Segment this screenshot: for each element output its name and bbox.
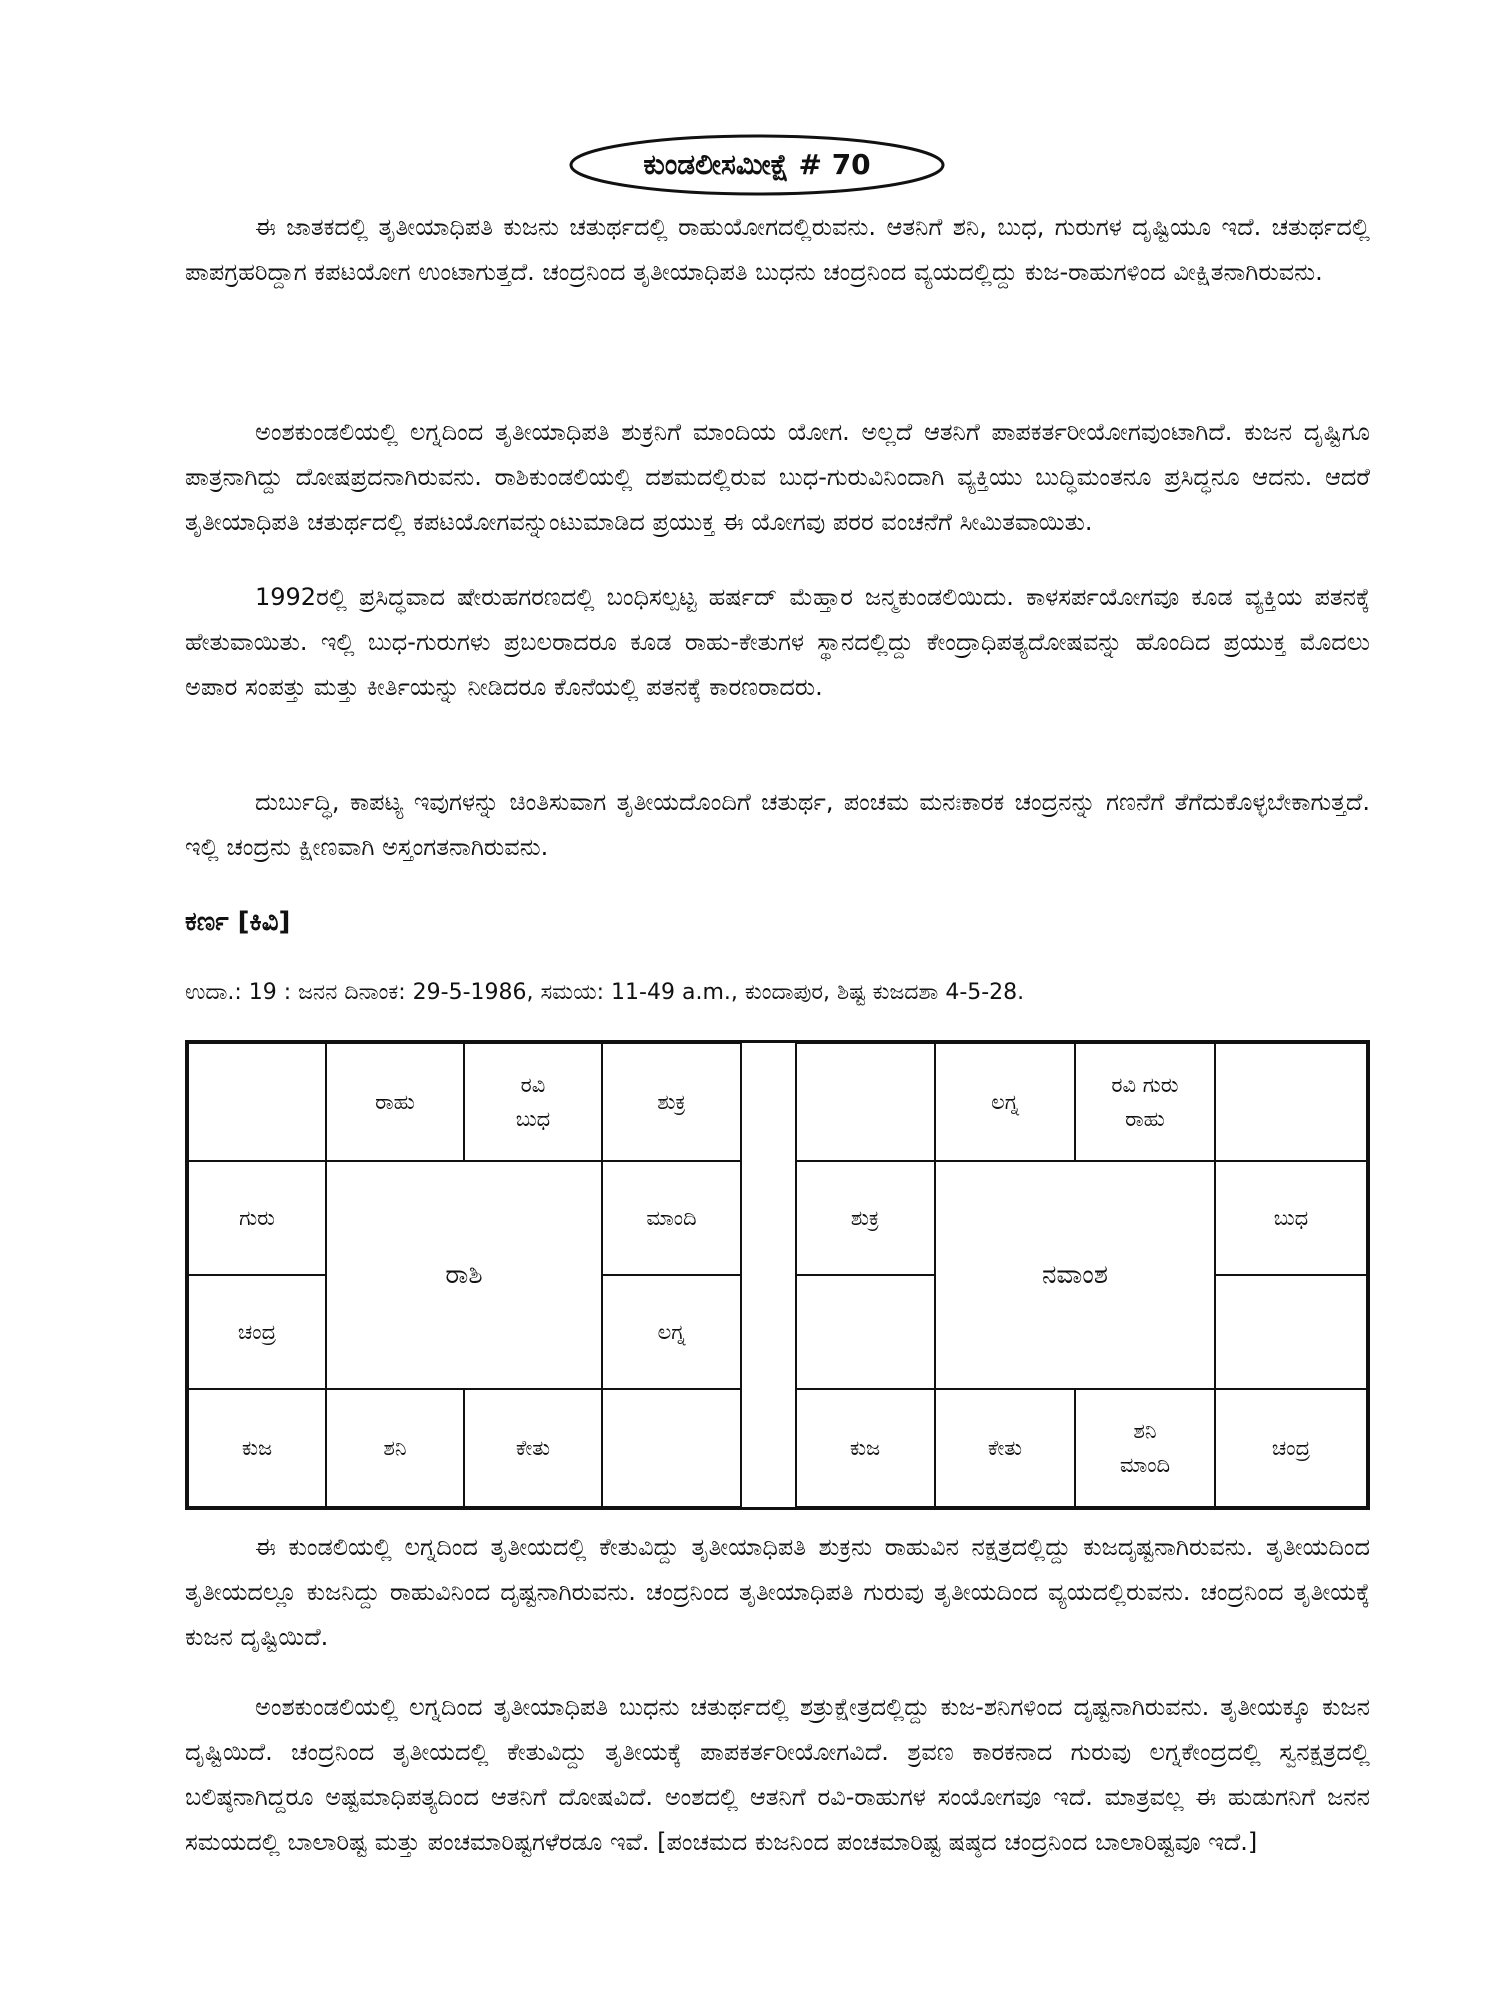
navamsha-cell: ಬುಧ [1215,1161,1367,1275]
rashi-cell: ಲಗ್ನ [602,1275,741,1389]
navamsha-cell [1215,1043,1367,1161]
rashi-cell: ಕುಜ [188,1389,326,1507]
navamsha-cell: ಚಂದ್ರ [1215,1389,1367,1507]
title-oval-box [567,132,947,198]
navamsha-cell: ಕುಜ [795,1389,935,1507]
rashi-center-label: ರಾಶಿ [326,1161,602,1389]
example-line: ಉದಾ.: 19 : ಜನನ ದಿನಾಂಕ: 29-5-1986, ಸಮಯ: 11-49 a.m., ಕುಂದಾಪುರ, ಶಿಷ್ಟ ಕುಜದಶಾ 4-5-28. [185,980,1025,1005]
navamsha-cell [795,1043,935,1161]
rashi-cell: ಶನಿ [326,1389,464,1507]
paragraph-3: 1992ರಲ್ಲಿ ಪ್ರಸಿದ್ಧವಾದ ಷೇರುಹಗರಣದಲ್ಲಿ ಬಂಧಿಸಲ್ಪಟ್ಟ ಹರ್ಷದ್ ಮೆಹ್ತಾರ ಜನ್ಮಕುಂಡಲಿಯಿದು. ಕಾಳಸರ್ಪಯೋಗವೂ ಕೂಡ ವ್ಯಕ್ತಿಯ ಪತನಕ್ಕೆ ಹೇತುವಾಯಿತು. ಇಲ್ಲಿ ಬುಧ-ಗುರುಗಳು ಪ್ರಬಲರಾದರೂ ಕೂಡ ರಾಹು-ಕೇತುಗಳ ಸ್ಥಾನದಲ್ಲಿದ್ದು ಕೇಂದ್ರಾಧಿಪತ್ಯದೋಷವನ್ನು ಹೊಂದಿದ ಪ್ರಯುಕ್ತ ಮೊದಲು ಅಪಾರ ಸಂಪತ್ತು ಮತ್ತು ಕೀರ್ತಿಯನ್ನು ನೀಡಿದರೂ ಕೊನೆಯಲ್ಲಿ ಪತನಕ್ಕೆ ಕಾರಣರಾದರು. [185,583,1370,701]
navamsha-cell: ರವಿ ಗುರು ರಾಹು [1075,1043,1215,1161]
paragraph-4: ದುರ್ಬುದ್ಧಿ, ಕಾಪಟ್ಯ ಇವುಗಳನ್ನು ಚಿಂತಿಸುವಾಗ ತೃತೀಯದೊಂದಿಗೆ ಚತುರ್ಥ, ಪಂಚಮ ಮನಃಕಾರಕ ಚಂದ್ರನನ್ನು ಗಣನೆಗೆ ತೆಗೆದುಕೊಳ್ಳಬೇಕಾಗುತ್ತದೆ. ಇಲ್ಲಿ ಚಂದ್ರನು ಕ್ಷೀಣವಾಗಿ ಅಸ್ತಂಗತನಾಗಿರುವನು. [185,788,1370,861]
paragraph-1: ಈ ಜಾತಕದಲ್ಲಿ ತೃತೀಯಾಧಿಪತಿ ಕುಜನು ಚತುರ್ಥದಲ್ಲಿ ರಾಹುಯೋಗದಲ್ಲಿರುವನು. ಆತನಿಗೆ ಶನಿ, ಬುಧ, ಗುರುಗಳ ದೃಷ್ಟಿಯೂ ಇದೆ. ಚತುರ್ಥದಲ್ಲಿ ಪಾಪಗ್ರಹರಿದ್ದಾಗ ಕಪಟಯೋಗ ಉಂಟಾಗುತ್ತದೆ. ಚಂದ್ರನಿಂದ ತೃತೀಯಾಧಿಪತಿ ಬುಧನು ಚಂದ್ರನಿಂದ ವ್ಯಯದಲ್ಲಿದ್ದು ಕುಜ-ರಾಹುಗಳಿಂದ ವೀಕ್ಷಿತನಾಗಿರುವನು. [185,213,1370,286]
navamsha-cell: ಲಗ್ನ [935,1043,1075,1161]
rashi-cell: ಚಂದ್ರ [188,1275,326,1389]
page-title: ಕುಂಡಲೀಸಮೀಕ್ಷೆ # 70 [643,148,871,181]
rashi-cell [602,1389,741,1507]
paragraph-2: ಅಂಶಕುಂಡಲಿಯಲ್ಲಿ ಲಗ್ನದಿಂದ ತೃತೀಯಾಧಿಪತಿ ಶುಕ್ರನಿಗೆ ಮಾಂದಿಯ ಯೋಗ. ಅಲ್ಲದೆ ಆತನಿಗೆ ಪಾಪಕರ್ತರೀಯೋಗವುಂಟಾಗಿದೆ. ಕುಜನ ದೃಷ್ಟಿಗೂ ಪಾತ್ರನಾಗಿದ್ದು ದೋಷಪ್ರದನಾಗಿರುವನು. ರಾಶಿಕುಂಡಲಿಯಲ್ಲಿ ದಶಮದಲ್ಲಿರುವ ಬುಧ-ಗುರುವಿನಿಂದಾಗಿ ವ್ಯಕ್ತಿಯು ಬುದ್ಧಿಮಂತನೂ ಪ್ರಸಿದ್ಧನೂ ಆದನು. ಆದರೆ ತೃತೀಯಾಧಿಪತಿ ಚತುರ್ಥದಲ್ಲಿ ಕಪಟಯೋಗವನ್ನುಂಟುಮಾಡಿದ ಪ್ರಯುಕ್ತ ಈ ಯೋಗವು ಪರರ ವಂಚನೆಗೆ ಸೀಮಿತವಾಯಿತು. [185,418,1370,536]
paragraph-6: ಅಂಶಕುಂಡಲಿಯಲ್ಲಿ ಲಗ್ನದಿಂದ ತೃತೀಯಾಧಿಪತಿ ಬುಧನು ಚತುರ್ಥದಲ್ಲಿ ಶತ್ರುಕ್ಷೇತ್ರದಲ್ಲಿದ್ದು ಕುಜ-ಶನಿಗಳಿಂದ ದೃಷ್ಟನಾಗಿರುವನು. ತೃತೀಯಕ್ಕೂ ಕುಜನ ದೃಷ್ಟಿಯಿದೆ. ಚಂದ್ರನಿಂದ ತೃತೀಯದಲ್ಲಿ ಕೇತುವಿದ್ದು ತೃತೀಯಕ್ಕೆ ಪಾಪಕರ್ತರೀಯೋಗವಿದೆ. ಶ್ರವಣ ಕಾರಕನಾದ ಗುರುವು ಲಗ್ನಕೇಂದ್ರದಲ್ಲಿ ಸ್ವನಕ್ಷತ್ರದಲ್ಲಿ ಬಲಿಷ್ಠನಾಗಿದ್ದರೂ ಅಷ್ಟಮಾಧಿಪತ್ಯದಿಂದ ಆತನಿಗೆ ದೋಷವಿದೆ. ಅಂಶದಲ್ಲಿ ಆತನಿಗೆ ರವಿ-ರಾಹುಗಳ ಸಂಯೋಗವೂ ಇದೆ. ಮಾತ್ರವಲ್ಲ ಈ ಹುಡುಗನಿಗೆ ಜನನ ಸಮಯದಲ್ಲಿ ಬಾಲಾರಿಷ್ಟ ಮತ್ತು ಪಂಚಮಾರಿಷ್ಟಗಳೆರಡೂ ಇವೆ. [ಪಂಚಮದ ಕುಜನಿಂದ ಪಂಚಮಾರಿಷ್ಟ ಷಷ್ಠದ ಚಂದ್ರನಿಂದ ಬಾಲಾರಿಷ್ಟವೂ ಇದೆ.] [185,1693,1370,1856]
navamsha-cell: ಶನಿ ಮಾಂದಿ [1075,1389,1215,1507]
rashi-cell [188,1043,326,1161]
rashi-cell: ಕೇತು [464,1389,602,1507]
navamsha-cell: ಶುಕ್ರ [795,1161,935,1275]
paragraph-5: ಈ ಕುಂಡಲಿಯಲ್ಲಿ ಲಗ್ನದಿಂದ ತೃತೀಯದಲ್ಲಿ ಕೇತುವಿದ್ದು ತೃತೀಯಾಧಿಪತಿ ಶುಕ್ರನು ರಾಹುವಿನ ನಕ್ಷತ್ರದಲ್ಲಿದ್ದು ಕುಜದೃಷ್ಟನಾಗಿರುವನು. ತೃತೀಯದಿಂದ ತೃತೀಯದಲ್ಲೂ ಕುಜನಿದ್ದು ರಾಹುವಿನಿಂದ ದೃಷ್ಟನಾಗಿರುವನು. ಚಂದ್ರನಿಂದ ತೃತೀಯಾಧಿಪತಿ ಗುರುವು ತೃತೀಯದಿಂದ ವ್ಯಯದಲ್ಲಿರುವನು. ಚಂದ್ರನಿಂದ ತೃತೀಯಕ್ಕೆ ಕುಜನ ದೃಷ್ಟಿಯಿದೆ. [185,1533,1370,1651]
rashi-cell: ಶುಕ್ರ [602,1043,741,1161]
rashi-cell: ಮಾಂದಿ [602,1161,741,1275]
horoscope-charts [185,1040,1370,1510]
navamsha-cell [795,1275,935,1389]
rashi-cell: ಗುರು [188,1161,326,1275]
navamsha-center-label: ನವಾಂಶ [935,1161,1215,1389]
section-heading: ಕರ್ಣ [ಕಿವಿ] [185,907,291,937]
navamsha-cell [1215,1275,1367,1389]
rashi-cell: ರಾಹು [326,1043,464,1161]
rashi-cell: ರವಿ ಬುಧ [464,1043,602,1161]
chart-separator [741,1043,797,1507]
navamsha-cell: ಕೇತು [935,1389,1075,1507]
